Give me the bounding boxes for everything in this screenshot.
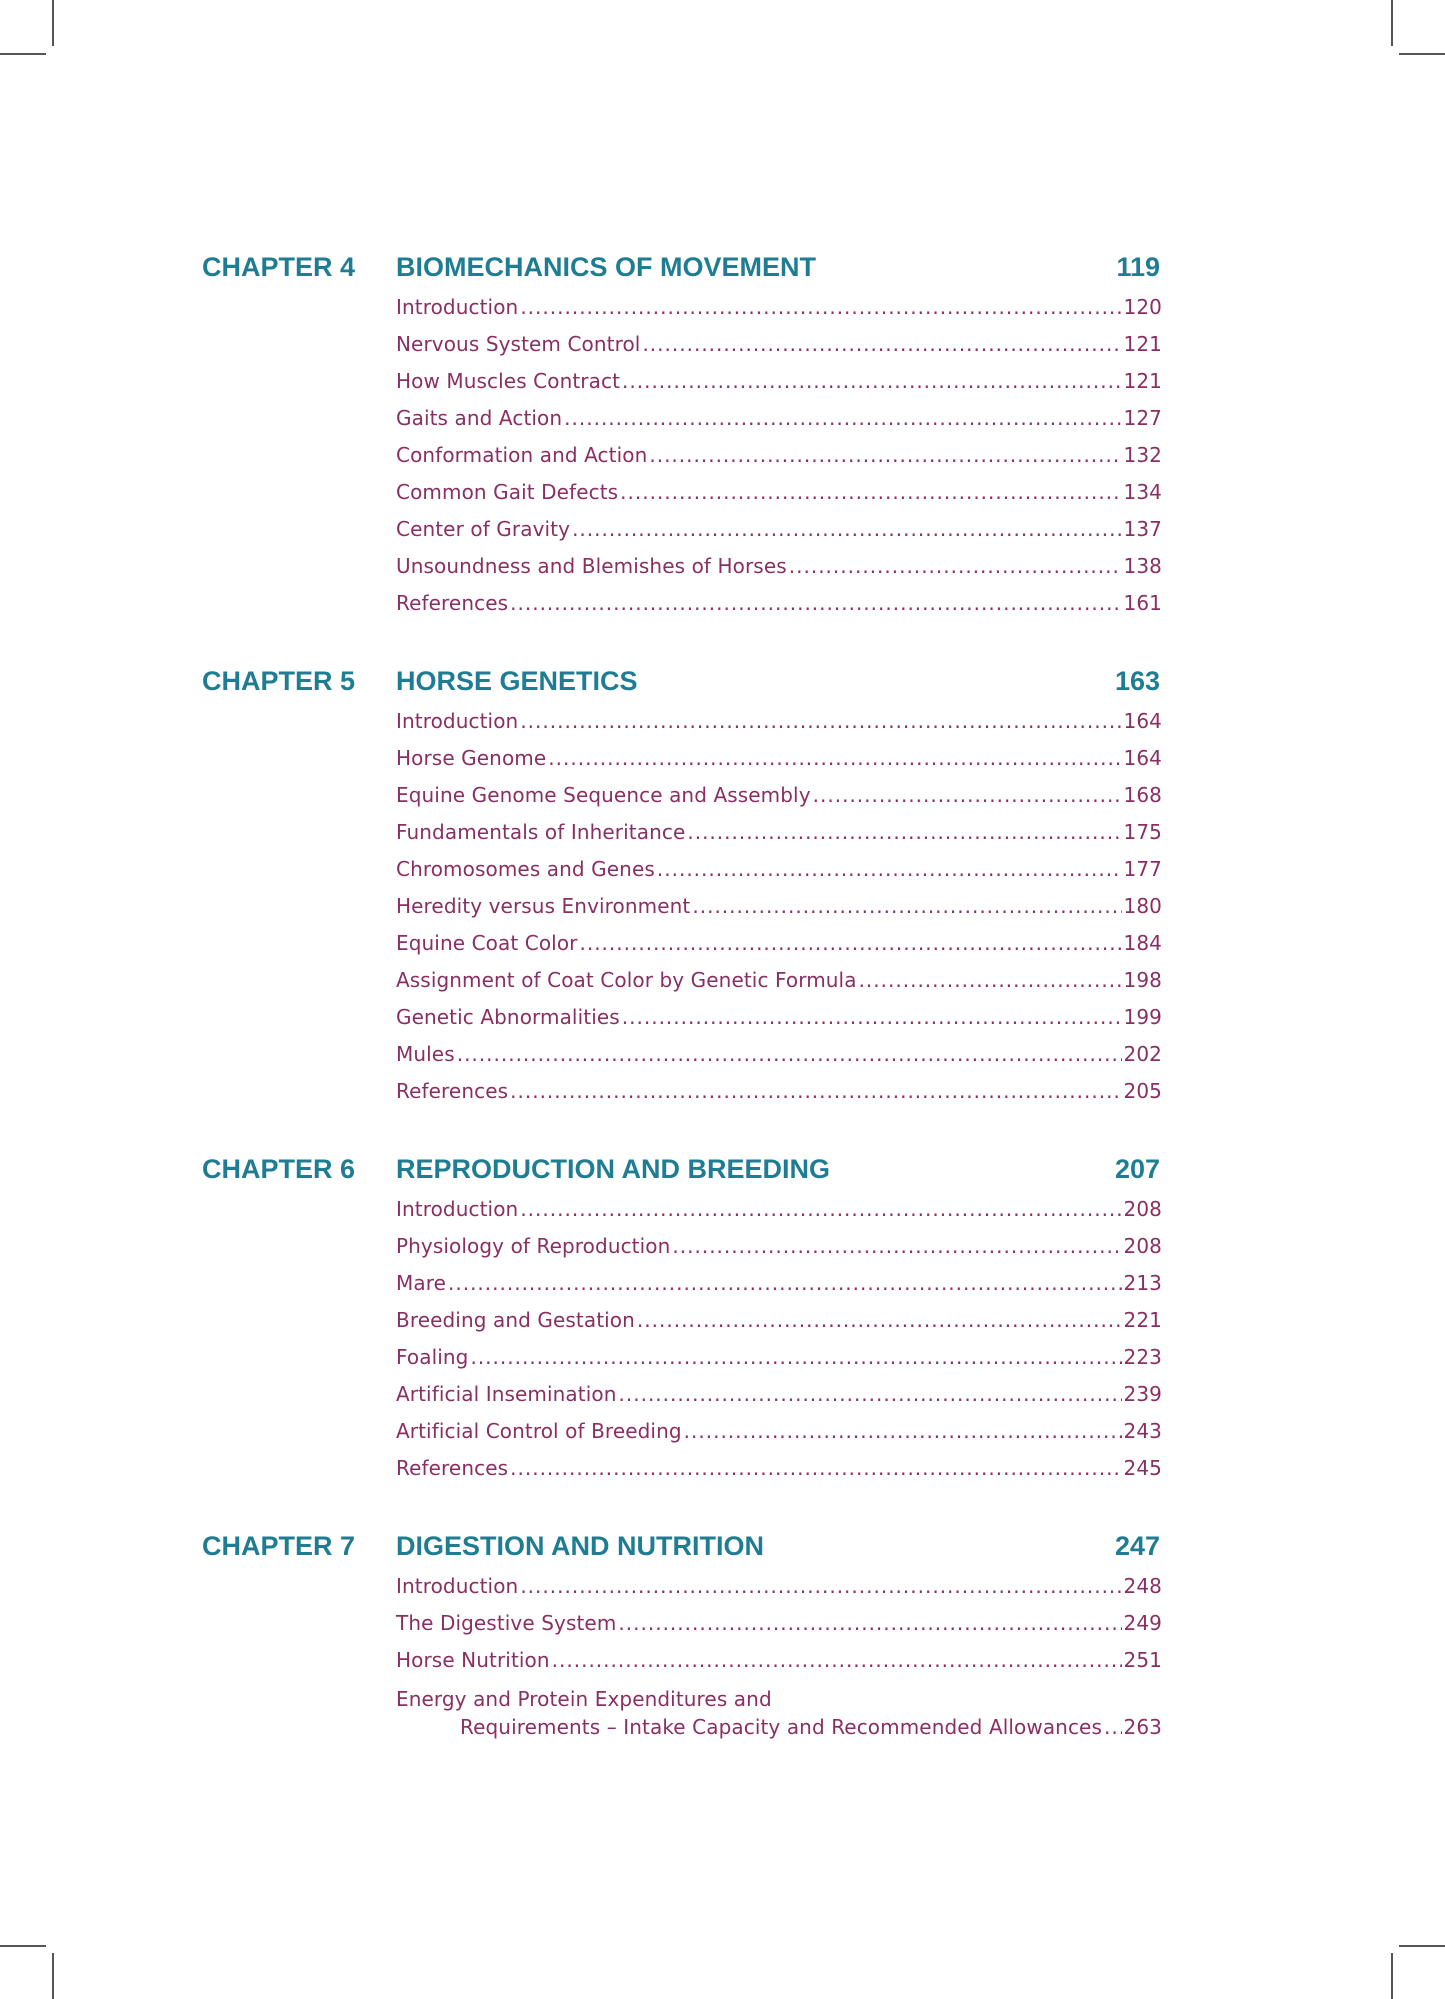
toc-entry-title: Mare xyxy=(396,1271,446,1295)
crop-mark xyxy=(1391,1953,1393,1999)
toc-entry[interactable] xyxy=(396,1079,1162,1116)
toc-entry-title: Unsoundness and Blemishes of Horses xyxy=(396,554,787,578)
toc-entry-page: 251 xyxy=(1123,1648,1162,1672)
toc-entry-page: 245 xyxy=(1123,1456,1162,1480)
toc-entry[interactable] xyxy=(396,443,1162,480)
toc-entry[interactable] xyxy=(396,1648,1162,1685)
chapter-page-number: 247 xyxy=(1114,1531,1160,1561)
toc-entry-page: 138 xyxy=(1123,554,1162,578)
toc-entry-title: Foaling xyxy=(396,1345,469,1369)
toc-entry-title-line2: Requirements – Intake Capacity and Recommended Allowances xyxy=(460,1715,1102,1739)
dot-leader xyxy=(789,554,1122,578)
toc-entry-page: 121 xyxy=(1123,369,1162,393)
toc-entry-title: Genetic Abnormalities xyxy=(396,1005,620,1029)
toc-entry[interactable] xyxy=(396,517,1162,554)
toc-entry[interactable] xyxy=(396,1271,1162,1308)
dot-leader xyxy=(548,746,1121,770)
chapter-label: CHAPTER 5 xyxy=(202,666,356,696)
toc-entry[interactable] xyxy=(396,1234,1162,1271)
toc-entry-page: 248 xyxy=(1123,1574,1162,1598)
toc-entry[interactable] xyxy=(396,783,1162,820)
chapter-page-number: 163 xyxy=(1114,666,1160,696)
dot-leader xyxy=(520,295,1121,319)
chapter-entries xyxy=(396,1197,1162,1493)
toc-entry[interactable] xyxy=(396,369,1162,406)
toc-entry[interactable] xyxy=(396,894,1162,931)
chapter-title[interactable]: BIOMECHANICS OF MOVEMENT xyxy=(396,252,817,282)
chapter-label: CHAPTER 6 xyxy=(202,1154,356,1184)
toc-entry-title: Physiology of Reproduction xyxy=(396,1234,671,1258)
crop-mark xyxy=(1391,0,1393,46)
toc-entry-title: Heredity versus Environment xyxy=(396,894,691,918)
dot-leader xyxy=(692,894,1121,918)
toc-entry-page: 202 xyxy=(1123,1042,1162,1066)
toc-entry-title: Fundamentals of Inheritance xyxy=(396,820,686,844)
toc-entry-title-line1: Energy and Protein Expenditures and xyxy=(396,1687,772,1711)
toc-entry[interactable] xyxy=(396,1419,1162,1456)
chapter-page-number: 207 xyxy=(1114,1154,1160,1184)
toc-entry-title: Introduction xyxy=(396,295,519,319)
toc-entry-page: 121 xyxy=(1123,332,1162,356)
toc-entry[interactable] xyxy=(396,1382,1162,1419)
toc-entry-title: Mules xyxy=(396,1042,455,1066)
toc-entry-page: 223 xyxy=(1123,1345,1162,1369)
toc-entry-title: Chromosomes and Genes xyxy=(396,857,655,881)
toc-entry-title: Horse Nutrition xyxy=(396,1648,550,1672)
dot-leader xyxy=(642,332,1121,356)
toc-entry-page: 134 xyxy=(1123,480,1162,504)
toc-entry-page: 177 xyxy=(1123,857,1162,881)
toc-entry-title: Introduction xyxy=(396,1197,519,1221)
toc-entry-page: 205 xyxy=(1123,1079,1162,1103)
chapter-label: CHAPTER 4 xyxy=(202,252,356,282)
toc-entry-title: Common Gait Defects xyxy=(396,480,619,504)
chapter-entries xyxy=(396,709,1162,1116)
crop-mark xyxy=(52,1953,54,1999)
toc-entry[interactable] xyxy=(396,746,1162,783)
toc-entry[interactable] xyxy=(396,1456,1162,1493)
toc-entry[interactable] xyxy=(396,1197,1162,1234)
toc-entry-title: Horse Genome xyxy=(396,746,547,770)
dot-leader xyxy=(457,1042,1122,1066)
chapter-7-section xyxy=(202,1531,1162,1741)
toc-entry[interactable] xyxy=(396,968,1162,1005)
dot-leader xyxy=(1104,1713,1122,1741)
dot-leader xyxy=(637,1308,1122,1332)
toc-entry-title: Artificial Insemination xyxy=(396,1382,617,1406)
toc-entry-title: Conformation and Action xyxy=(396,443,648,467)
dot-leader xyxy=(510,1079,1121,1103)
toc-entry-page: 127 xyxy=(1123,406,1162,430)
toc-entry[interactable] xyxy=(396,820,1162,857)
dot-leader xyxy=(618,1611,1121,1635)
toc-entry-page: 164 xyxy=(1123,746,1162,770)
table-of-contents xyxy=(202,252,1162,1779)
dot-leader xyxy=(687,820,1121,844)
toc-entry-title: Artificial Control of Breeding xyxy=(396,1419,682,1443)
toc-entry[interactable] xyxy=(396,1611,1162,1648)
toc-entry-title: References xyxy=(396,1456,509,1480)
chapter-5-section xyxy=(202,666,1162,1116)
chapter-heading xyxy=(202,1531,1162,1571)
dot-leader xyxy=(520,1197,1121,1221)
toc-entry-title: Center of Gravity xyxy=(396,517,571,541)
chapter-title[interactable]: DIGESTION AND NUTRITION xyxy=(396,1531,764,1561)
toc-entry[interactable] xyxy=(396,406,1162,443)
crop-mark xyxy=(0,53,46,55)
toc-entry-title: Introduction xyxy=(396,709,519,733)
toc-entry[interactable] xyxy=(396,1005,1162,1042)
dot-leader xyxy=(619,1382,1122,1406)
toc-entry-title: References xyxy=(396,1079,509,1103)
dot-leader xyxy=(552,1648,1122,1672)
toc-entry[interactable] xyxy=(396,1042,1162,1079)
dot-leader xyxy=(622,369,1122,393)
toc-entry-page: 180 xyxy=(1123,894,1162,918)
toc-entry-title: Introduction xyxy=(396,1574,519,1598)
toc-entry-multiline[interactable] xyxy=(396,1685,1162,1741)
chapter-heading xyxy=(202,666,1162,706)
chapter-title[interactable]: REPRODUCTION AND BREEDING xyxy=(396,1154,831,1184)
dot-leader xyxy=(620,480,1121,504)
toc-entry[interactable] xyxy=(396,554,1162,591)
dot-leader xyxy=(572,517,1121,541)
dot-leader xyxy=(649,443,1121,467)
dot-leader xyxy=(672,1234,1121,1258)
toc-entry-page: 132 xyxy=(1123,443,1162,467)
dot-leader xyxy=(657,857,1122,881)
toc-entry-page: 168 xyxy=(1123,783,1162,807)
chapter-heading xyxy=(202,1154,1162,1194)
toc-entry-page: 164 xyxy=(1123,709,1162,733)
toc-entry-title: Equine Coat Color xyxy=(396,931,578,955)
toc-entry-title: Equine Genome Sequence and Assembly xyxy=(396,783,811,807)
dot-leader xyxy=(684,1419,1122,1443)
chapter-page-number: 119 xyxy=(1116,252,1160,282)
dot-leader xyxy=(510,1456,1121,1480)
chapter-title[interactable]: HORSE GENETICS xyxy=(396,666,638,696)
toc-entry-page: 243 xyxy=(1123,1419,1162,1443)
toc-entry[interactable] xyxy=(396,857,1162,894)
toc-entry-title: Breeding and Gestation xyxy=(396,1308,635,1332)
toc-entry-page: 239 xyxy=(1123,1382,1162,1406)
chapter-heading xyxy=(202,252,1162,292)
toc-entry[interactable] xyxy=(396,931,1162,968)
toc-entry-title: References xyxy=(396,591,509,615)
dot-leader xyxy=(813,783,1122,807)
toc-entry-page: 208 xyxy=(1123,1234,1162,1258)
toc-entry-page: 263 xyxy=(1123,1715,1162,1739)
toc-entry-page: 249 xyxy=(1123,1611,1162,1635)
toc-entry-page: 213 xyxy=(1123,1271,1162,1295)
toc-entry-line2 xyxy=(396,1713,1162,1741)
toc-entry[interactable] xyxy=(396,295,1162,332)
dot-leader xyxy=(579,931,1121,955)
toc-entry-title: Assignment of Coat Color by Genetic Formula xyxy=(396,968,857,992)
toc-entry-page: 221 xyxy=(1123,1308,1162,1332)
dot-leader xyxy=(448,1271,1122,1295)
toc-entry[interactable] xyxy=(396,332,1162,369)
dot-leader xyxy=(622,1005,1122,1029)
crop-mark xyxy=(1399,53,1445,55)
toc-entry-title: The Digestive System xyxy=(396,1611,617,1635)
toc-entry-page: 184 xyxy=(1123,931,1162,955)
chapter-entries xyxy=(396,295,1162,628)
crop-mark xyxy=(0,1945,46,1947)
toc-entry[interactable] xyxy=(396,1574,1162,1611)
toc-entry-page: 161 xyxy=(1123,591,1162,615)
toc-entry-page: 208 xyxy=(1123,1197,1162,1221)
dot-leader xyxy=(470,1345,1121,1369)
dot-leader xyxy=(520,709,1121,733)
chapter-6-section xyxy=(202,1154,1162,1493)
toc-entry[interactable] xyxy=(396,1308,1162,1345)
toc-entry-page: 198 xyxy=(1123,968,1162,992)
toc-entry-page: 137 xyxy=(1123,517,1162,541)
toc-entry[interactable] xyxy=(396,1345,1162,1382)
dot-leader xyxy=(564,406,1121,430)
crop-mark xyxy=(1399,1945,1445,1947)
crop-mark xyxy=(52,0,54,46)
chapter-entries xyxy=(396,1574,1162,1741)
toc-entry-title: Nervous System Control xyxy=(396,332,641,356)
toc-entry-page: 120 xyxy=(1123,295,1162,319)
dot-leader xyxy=(520,1574,1121,1598)
toc-entry[interactable] xyxy=(396,709,1162,746)
toc-entry-page: 199 xyxy=(1123,1005,1162,1029)
toc-entry-title: How Muscles Contract xyxy=(396,369,621,393)
chapter-4-section xyxy=(202,252,1162,628)
chapter-label: CHAPTER 7 xyxy=(202,1531,356,1561)
dot-leader xyxy=(859,968,1122,992)
toc-entry[interactable] xyxy=(396,480,1162,517)
toc-entry-page: 175 xyxy=(1123,820,1162,844)
dot-leader xyxy=(510,591,1121,615)
toc-entry[interactable] xyxy=(396,591,1162,628)
toc-entry-title: Gaits and Action xyxy=(396,406,563,430)
